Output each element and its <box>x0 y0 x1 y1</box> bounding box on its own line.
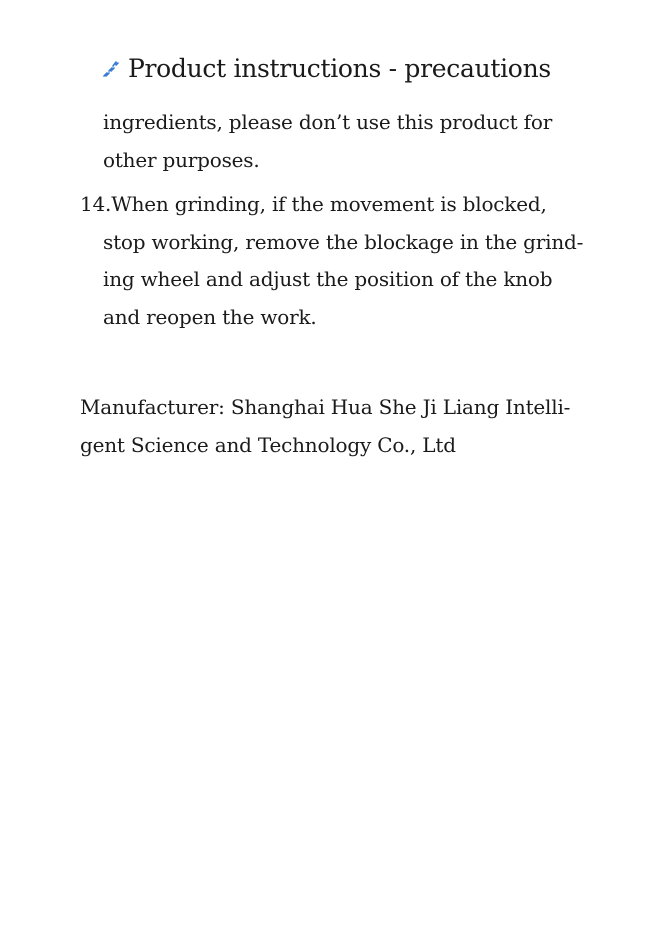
section-header <box>102 52 551 86</box>
text-line: other purposes. <box>103 147 260 172</box>
list-item-14 <box>80 186 583 336</box>
text-line: 14.When grinding, if the movement is blocked, <box>80 192 547 216</box>
text-line: and reopen the work. <box>103 304 317 329</box>
flourish-icon <box>102 58 120 80</box>
text-line: gent Science and Technology Co., Ltd <box>80 432 456 457</box>
continuation-paragraph <box>103 104 552 179</box>
text-line: ingredients, please don’t use this product for <box>103 110 553 134</box>
manufacturer-info <box>80 389 570 464</box>
text-line: Manufacturer: Shanghai Hua She Ji Liang Intelli- <box>80 395 571 419</box>
text-line: stop working, remove the blockage in the grind- <box>103 229 584 254</box>
text-line: ing wheel and adjust the position of the knob <box>103 267 553 291</box>
page-title: Product instructions - precautions <box>128 54 551 83</box>
